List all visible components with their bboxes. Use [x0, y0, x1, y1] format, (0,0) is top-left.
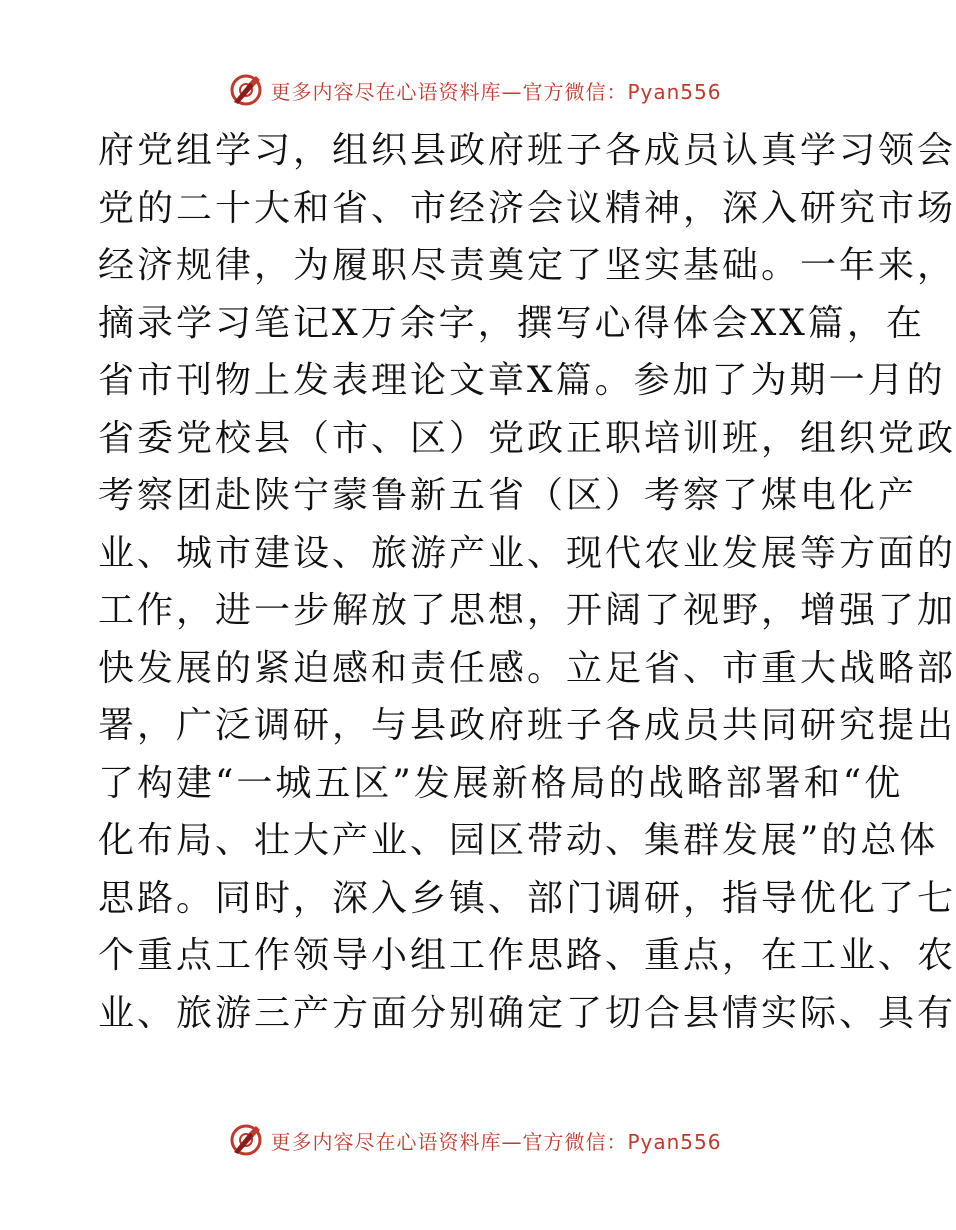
pen-circle-logo-icon [228, 1122, 264, 1158]
text-line: 府党组学习，组织县政府班子各成员认真学习领会 [98, 130, 956, 171]
text-line: 了构建“一城五区”发展新格局的战略部署和“优 [98, 762, 904, 804]
text-line: 考察团赴陕宁蒙鲁新五省（区）考察了煤电化产 [98, 475, 918, 516]
document-body [98, 122, 956, 1042]
text-line: 经济规律，为履职尽责奠定了坚实基础。一年来， [98, 245, 956, 286]
text-line: 个重点工作领导小组工作思路、重点，在工业、农 [98, 935, 956, 976]
text-line: 快发展的紧迫感和责任感。立足省、市重大战略部 [98, 647, 956, 689]
text-line: 思路。同时，深入乡镇、部门调研，指导优化了七 [98, 877, 956, 919]
footer-watermark [0, 1120, 950, 1160]
text-line: 摘录学习笔记X万余字，撰写心得体会XX篇，在 [98, 302, 925, 344]
footer-watermark-text: 更多内容尽在心语资料库—官方微信：Pyan556 [270, 1129, 722, 1154]
text-line: 化布局、壮大产业、园区带动、集群发展”的总体 [98, 820, 939, 861]
text-line: 党的二十大和省、市经济会议精神，深入研究市场 [98, 187, 956, 229]
pen-circle-logo-icon [228, 72, 264, 108]
header-watermark [0, 70, 950, 110]
text-line: 业、城市建设、旅游产业、现代农业发展等方面的 [98, 532, 956, 574]
text-line: 业、旅游三产方面分别确定了切合县情实际、具有 [98, 992, 956, 1034]
text-line: 署，广泛调研，与县政府班子各成员共同研究提出 [98, 705, 956, 746]
text-line: 工作，进一步解放了思想，开阔了视野，增强了加 [98, 590, 956, 631]
text-line: 省市刊物上发表理论文章X篇。参加了为期一月的 [98, 360, 946, 401]
text-line: 省委党校县（市、区）党政正职培训班，组织党政 [98, 417, 956, 459]
header-watermark-text: 更多内容尽在心语资料库—官方微信：Pyan556 [270, 79, 722, 104]
